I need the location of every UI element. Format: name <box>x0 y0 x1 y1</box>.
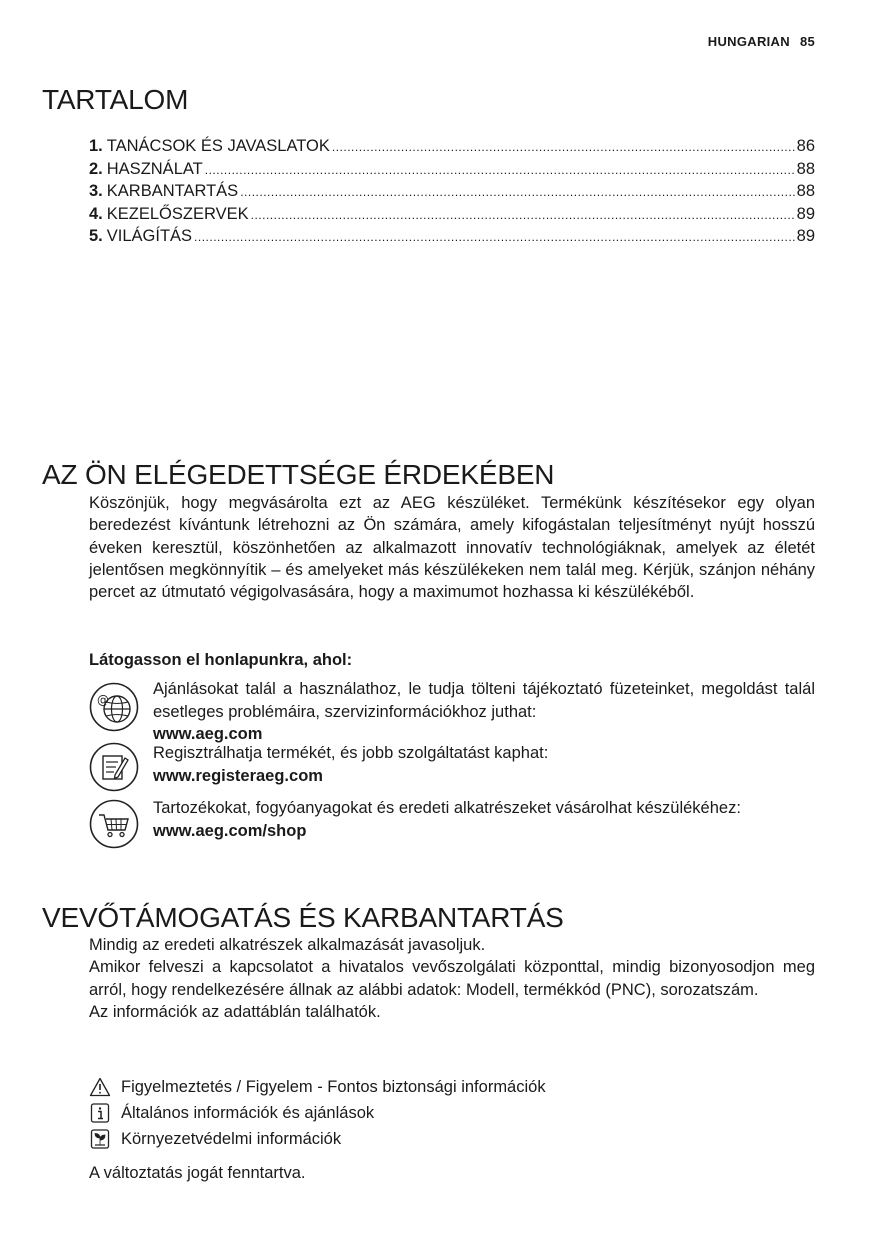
language-label: HUNGARIAN <box>707 34 790 49</box>
toc-leader-dots <box>240 185 794 199</box>
toc-item-number: 3. <box>89 182 103 200</box>
globe-icon <box>89 682 139 732</box>
toc-item[interactable] <box>89 160 815 183</box>
toc-item[interactable] <box>89 182 815 205</box>
register-link[interactable]: www.registeraeg.com <box>153 766 323 785</box>
toc-item-page: 86 <box>796 137 815 155</box>
toc-item-number: 2. <box>89 159 103 178</box>
toc-item-label: KARBANTARTÁS <box>106 182 239 200</box>
link-description: Ajánlásokat talál a használathoz, le tudja tölteni tájékoztató füzeteinket, megoldást talál esetleges problémáira, szervizinformációkhoz juthat: <box>153 680 815 721</box>
svg-text:@: @ <box>97 693 109 707</box>
toc-item-page: 89 <box>796 204 815 223</box>
legend-item <box>89 1126 546 1152</box>
satisfaction-text: Köszönjük, hogy megvásárolta ezt az AEG készüléket. Termékünk készítésekor egy olyan beredezést kívántunk létrehozni az Ön számára, amely kifogástalan teljesítményt nyújt hosszú éveken keresztül, köszönhetően az alkalmazott innovatív technológiáknak, amelyek az életét jelentősen megkönnyítik – és amelyeket más készülékeken nem talál meg. Kérjük, szánjon néhány percet az útmutató végigolvasására, hogy a maximumot hozhassa ki készülékéből. <box>89 494 815 602</box>
toc-leader-dots <box>194 230 795 244</box>
shop-link[interactable]: www.aeg.com/shop <box>153 821 307 840</box>
toc-item-number: 5. <box>89 227 103 245</box>
toc-item-page: 89 <box>796 227 815 245</box>
toc-leader-dots <box>251 208 795 222</box>
warning-icon <box>89 1077 111 1097</box>
visit-heading: Látogasson el honlapunkra, ahol: <box>89 651 353 669</box>
toc-leader-dots <box>332 140 795 154</box>
link-description: Regisztrálhatja termékét, és jobb szolgáltatást kaphat: <box>153 744 549 762</box>
toc-item-page: 88 <box>796 159 815 178</box>
support-line-3: Az információk az adattáblán találhatók. <box>89 1002 381 1021</box>
toc-item-label: TANÁCSOK ÉS JAVASLATOK <box>106 137 330 155</box>
toc-item[interactable] <box>89 205 815 228</box>
footer-note: A változtatás jogát fenntartva. <box>89 1164 306 1182</box>
toc-item-label: VILÁGÍTÁS <box>106 227 193 245</box>
toc-item-number: 1. <box>89 137 103 155</box>
page-header <box>708 34 815 49</box>
toc-title: TARTALOM <box>42 84 189 115</box>
legend-item <box>89 1074 546 1100</box>
toc-item-label: KEZELŐSZERVEK <box>106 204 249 223</box>
link-description: Tartozékokat, fogyóanyagokat és eredeti alkatrészeket vásárolhat készülékéhez: <box>153 799 741 817</box>
symbol-legend <box>89 1074 546 1152</box>
legend-text: Környezetvédelmi információk <box>121 1129 342 1148</box>
legend-item <box>89 1100 546 1126</box>
register-icon <box>89 742 139 792</box>
support-text <box>89 934 815 1023</box>
toc-leader-dots <box>205 163 795 177</box>
toc-item[interactable] <box>89 227 815 250</box>
info-icon <box>89 1103 111 1123</box>
support-title: VEVŐTÁMOGATÁS ÉS KARBANTARTÁS <box>42 902 564 933</box>
cart-icon <box>89 799 139 849</box>
legend-text: Általános információk és ajánlások <box>121 1103 375 1122</box>
support-line-2: Amikor felveszi a kapcsolatot a hivatalos vevőszolgálati központtal, mindig bizonyosodjon meg arról, hogy rendelkezésére állnak az alábbi adatok: Modell, termékkód (PNC), sorozatszám. <box>89 958 815 999</box>
support-line-1: Mindig az eredeti alkatrészek alkalmazását javasoljuk. <box>89 936 486 954</box>
satisfaction-title: AZ ÖN ELÉGEDETTSÉGE ÉRDEKÉBEN <box>42 459 555 490</box>
legend-text: Figyelmeztetés / Figyelem - Fontos biztonsági információk <box>121 1077 546 1096</box>
website-link[interactable]: www.aeg.com <box>153 725 263 743</box>
environment-icon <box>89 1129 111 1149</box>
toc-item-number: 4. <box>89 204 103 223</box>
page-number: 85 <box>799 34 815 49</box>
toc-item-label: HASZNÁLAT <box>106 159 203 178</box>
toc-item[interactable] <box>89 137 815 160</box>
toc-item-page: 88 <box>796 182 815 200</box>
table-of-contents <box>89 137 815 250</box>
